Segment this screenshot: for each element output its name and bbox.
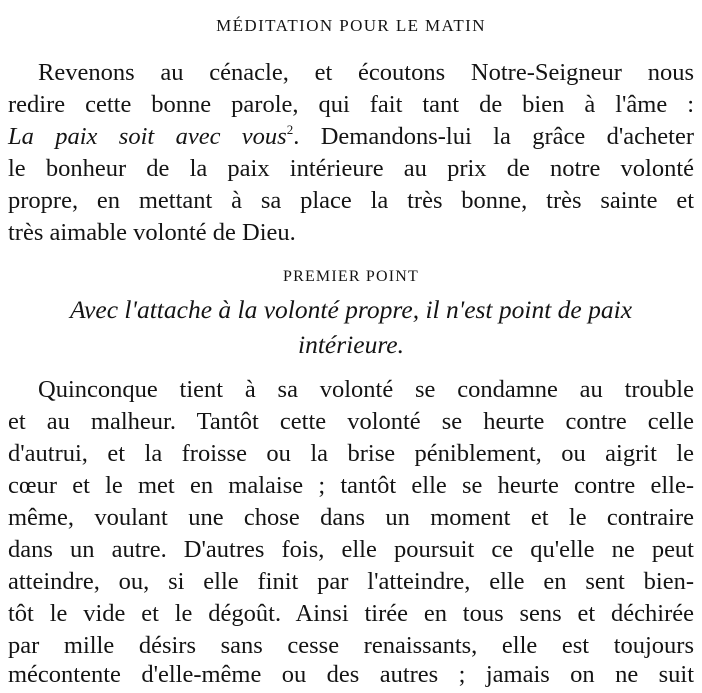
section-heading: PREMIER POINT [282,268,420,285]
body-line-4: cœur et le met en malaise ; tantôt elle se heurte contre elle- [8,472,694,499]
intro-line-5: propre, en mettant à sa place la très bonne, très sainte et [8,187,694,214]
footnote-marker: 2 [286,122,294,137]
body-line-8: tôt le vide et le dégoût. Ainsi tirée en tous sens et déchirée [8,600,694,627]
intro-line-4: le bonheur de la paix intérieure au prix de notre volonté [8,155,694,182]
section-subtitle-line-2: intérieure. [298,330,404,359]
intro-line-6: très aimable volonté de Dieu. [8,219,296,246]
intro-line-3 [8,121,694,153]
body-line-9: par mille désirs sans cesse renaissants, elle est toujours [8,632,694,659]
body-line-3: d'autrui, et la froisse ou la brise péniblement, ou aigrit le [8,440,694,467]
intro-line-3-rest: . Demandons-lui la grâce d'acheter [293,123,694,150]
body-line-10: mécontente d'elle-même ou des autres ; jamais on ne suit [8,661,694,688]
body-line-2: et au malheur. Tantôt cette volonté se heurte contre celle [8,408,694,435]
body-line-1: Quinconque tient à sa volonté se condamne au trouble [38,376,694,403]
body-line-6: dans un autre. D'autres fois, elle poursuit ce qu'elle ne peut [8,536,694,563]
intro-quote: La paix soit avec vous [8,123,287,150]
intro-line-2: redire cette bonne parole, qui fait tant de bien à l'âme : [8,91,694,118]
page-heading: MÉDITATION POUR LE MATIN [216,16,486,35]
body-line-5: même, voulant une chose dans un moment et le contraire [8,504,694,531]
intro-line-1: Revenons au cénacle, et écoutons Notre-Seigneur nous [38,59,694,86]
body-line-7: atteindre, ou, si elle finit par l'atteindre, elle en sent bien- [8,568,694,595]
section-subtitle-line-1: Avec l'attache à la volonté propre, il n'est point de paix [69,295,633,324]
